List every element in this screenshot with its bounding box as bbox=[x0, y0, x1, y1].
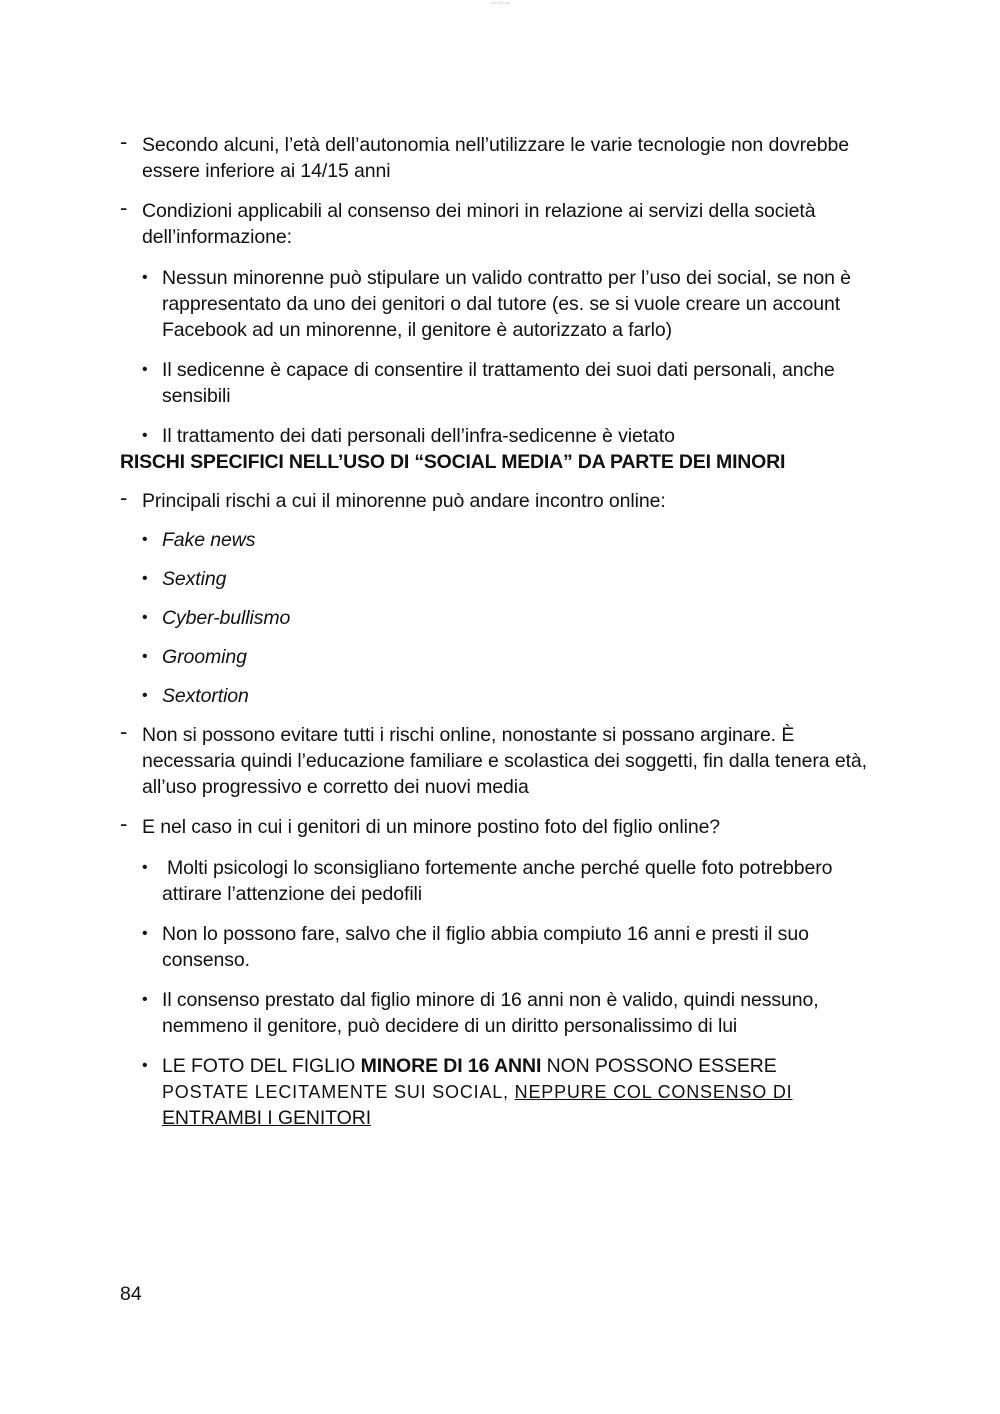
bullet-item bbox=[120, 987, 890, 1039]
bullet-marker: • bbox=[142, 361, 148, 378]
risk-label: Sextortion bbox=[162, 685, 249, 707]
emphasis-bold: MINORE DI 16 ANNI bbox=[360, 1055, 542, 1077]
caps-text: POSTATE LECITAMENTE SUI SOCIAL, bbox=[162, 1082, 515, 1102]
dash-item bbox=[120, 485, 890, 514]
risk-item bbox=[120, 566, 890, 592]
item-text: E nel caso in cui i genitori di un minore postino foto del figlio online? bbox=[142, 816, 721, 838]
emphasis-underline: NEPPURE COL CONSENSO DI bbox=[514, 1082, 793, 1102]
bullet-marker: • bbox=[142, 648, 148, 665]
dash-marker: - bbox=[120, 129, 128, 154]
item-text: Molti psicologi lo sconsigliano fortemente anche perché quelle foto potrebbero attirare l’attenzione dei pedofili bbox=[162, 857, 833, 905]
bullet-marker: • bbox=[142, 859, 148, 876]
bullet-marker: • bbox=[142, 925, 148, 942]
bullet-item bbox=[120, 423, 890, 449]
bullet-marker: • bbox=[142, 991, 148, 1008]
item-text: Secondo alcuni, l’età dell’autonomia nell’utilizzare le varie tecnologie non dovrebbe essere inferiore ai 14/15 anni bbox=[142, 134, 849, 182]
bullet-item bbox=[120, 1053, 890, 1131]
dash-item bbox=[120, 811, 890, 840]
dash-item bbox=[120, 129, 890, 184]
bullet-item bbox=[120, 357, 890, 409]
bullet-item bbox=[120, 265, 890, 343]
bullet-marker: • bbox=[142, 427, 148, 444]
item-text: Il consenso prestato dal figlio minore di 16 anni non è valido, quindi nessuno, nemmeno il genitore, può decidere di un diritto personalissimo di lui bbox=[162, 989, 819, 1037]
bullet-item bbox=[120, 921, 890, 973]
dash-marker: - bbox=[120, 811, 128, 836]
bullet-marker: • bbox=[142, 531, 148, 548]
item-text: Il trattamento dei dati personali dell’infra-sedicenne è vietato bbox=[162, 425, 675, 447]
dash-item bbox=[120, 719, 890, 800]
caps-line-1 bbox=[162, 1055, 777, 1077]
emphasis-underline: ENTRAMBI I GENITORI bbox=[162, 1107, 372, 1129]
risk-label: Fake news bbox=[162, 529, 256, 551]
item-text: Principali rischi a cui il minorenne può andare incontro online: bbox=[142, 490, 666, 512]
item-text: Non si possono evitare tutti i rischi online, nonostante si possano arginare. È necessaria quindi l’educazione familiare e scolastica dei soggetti, fin dalla tenera età, all’uso progressivo e corretto dei nuovi media bbox=[142, 724, 867, 798]
bullet-marker: • bbox=[142, 1057, 148, 1074]
caps-text: NON POSSONO ESSERE bbox=[541, 1055, 777, 1077]
item-text: Il sedicenne è capace di consentire il trattamento dei suoi dati personali, anche sensibili bbox=[162, 359, 835, 407]
bullet-marker: • bbox=[142, 609, 148, 626]
caps-line-2 bbox=[162, 1082, 792, 1102]
document-body bbox=[120, 129, 890, 1131]
bullet-marker: • bbox=[142, 687, 148, 704]
item-text: Non lo possono fare, salvo che il figlio abbia compiuto 16 anni e presti il suo consenso. bbox=[162, 923, 809, 971]
page-header-mark: Libri Ebook bbox=[489, 0, 510, 5]
dash-marker: - bbox=[120, 485, 128, 510]
bullet-marker: • bbox=[142, 269, 148, 286]
risk-label: Cyber-bullismo bbox=[162, 607, 291, 629]
risk-item bbox=[120, 527, 890, 553]
item-text: Condizioni applicabili al consenso dei minori in relazione ai servizi della società dell’informazione: bbox=[142, 200, 816, 248]
risk-item bbox=[120, 683, 890, 709]
dash-marker: - bbox=[120, 195, 128, 220]
bullet-item bbox=[120, 855, 890, 907]
dash-marker: - bbox=[120, 719, 128, 744]
page-number: 84 bbox=[120, 1283, 142, 1305]
risk-label: Sexting bbox=[162, 568, 227, 590]
bullet-marker: • bbox=[142, 570, 148, 587]
risk-label: Grooming bbox=[162, 646, 247, 668]
dash-item bbox=[120, 195, 890, 250]
risk-item bbox=[120, 644, 890, 670]
caps-text: LE FOTO DEL FIGLIO bbox=[162, 1055, 361, 1077]
item-text: Nessun minorenne può stipulare un valido contratto per l’uso dei social, se non è rappresentato da uno dei genitori o dal tutore (es. se si vuole creare un account Facebook ad un minorenne, il genitore è autorizzato a farlo) bbox=[162, 267, 851, 341]
risk-item bbox=[120, 605, 890, 631]
section-heading: RISCHI SPECIFICI NELL’USO DI “SOCIAL MEDIA” DA PARTE DEI MINORI bbox=[120, 451, 786, 473]
